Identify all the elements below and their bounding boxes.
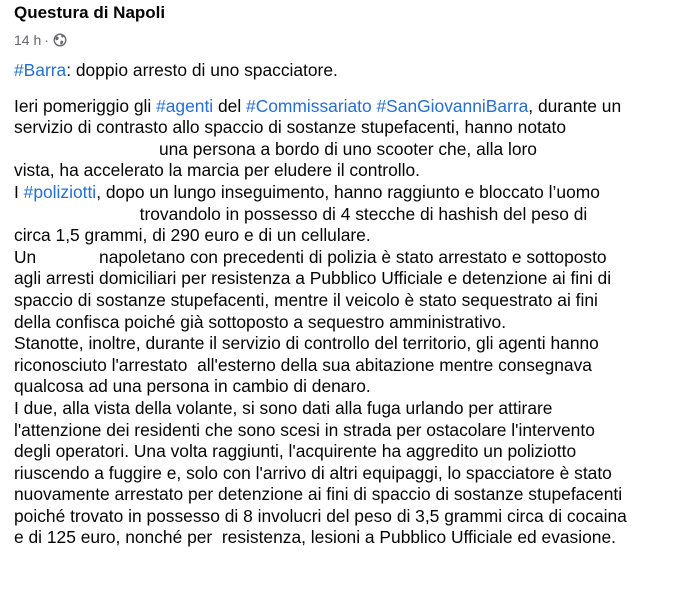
hashtag-link[interactable]: #poliziotti xyxy=(23,181,97,202)
text-line xyxy=(14,506,684,528)
text-line xyxy=(14,312,684,334)
text-line xyxy=(14,139,684,161)
text-line xyxy=(14,204,684,226)
hashtag-link[interactable]: #agenti xyxy=(156,95,214,116)
text-segment: degli operatori. Una volta raggiunti, l'acquirente ha aggredito un poliziotto xyxy=(14,441,577,462)
text-segment: Stanotte, inoltre, durante il servizio di controllo del territorio, gli agenti hanno xyxy=(14,333,599,354)
text-segment: riuscendo a fuggire e, solo con l'arrivo di altri equipaggi, lo spacciatore è stato xyxy=(14,462,612,483)
post-meta xyxy=(14,32,67,48)
text-line xyxy=(14,290,684,312)
text-segment: nuovamente arrestato per detenzione ai fini di spaccio di sostanze stupefacenti xyxy=(14,484,623,505)
text-segment: servizio di contrasto allo spaccio di sostanze stupefacenti, hanno notato xyxy=(14,117,566,138)
text-segment: Ieri pomeriggio gli xyxy=(14,95,157,116)
text-segment: agli arresti domiciliari per resistenza a Pubblico Ufficiale e detenzione ai fini di xyxy=(14,268,612,289)
meta-separator: · xyxy=(44,32,49,48)
hashtag-link[interactable]: #Barra xyxy=(14,60,67,80)
text-line xyxy=(14,247,684,269)
text-line xyxy=(14,182,684,204)
post-headline xyxy=(14,60,684,82)
text-line xyxy=(14,96,684,118)
text-segment: della confisca poiché già sottoposto a sequestro amministrativo. xyxy=(14,311,507,332)
text-segment: : doppio arresto di uno spacciatore. xyxy=(66,60,338,80)
hashtag-link[interactable]: #Commissariato xyxy=(246,95,372,116)
text-segment: , dopo un lungo inseguimento, hanno raggiunto e bloccato l’uomo xyxy=(96,181,600,202)
text-segment: trovandolo in possesso di 4 stecche di hashish del peso di xyxy=(14,203,588,224)
text-line xyxy=(14,441,684,463)
post-author-name[interactable]: Questura di Napoli xyxy=(14,3,166,22)
text-segment: I xyxy=(14,181,24,202)
text-segment: Un napoletano con precedenti di polizia è stato arrestato e sottoposto xyxy=(14,246,607,267)
text-line xyxy=(14,420,684,442)
text-segment: l'attenzione dei residenti che sono scesi in strada per ostacolare l'intervento xyxy=(14,419,595,440)
text-segment: spaccio di sostanze stupefacenti, mentre il veicolo è stato sequestrato ai fini xyxy=(14,289,598,310)
text-line xyxy=(14,268,684,290)
paragraph-gap xyxy=(14,82,684,96)
text-line xyxy=(14,160,684,182)
text-line xyxy=(14,463,684,485)
text-line xyxy=(14,355,684,377)
text-line xyxy=(14,225,684,247)
text-segment: circa 1,5 grammi, di 290 euro e di un cellulare. xyxy=(14,225,371,246)
post-timestamp[interactable]: 14 h xyxy=(14,32,42,48)
text-segment: vista, ha accelerato la marcia per eludere il controllo. xyxy=(14,160,420,181)
text-segment: riconosciuto l'arrestato all'esterno della sua abitazione mentre consegnava xyxy=(14,354,592,375)
text-line xyxy=(14,117,684,139)
text-segment: del xyxy=(213,95,247,116)
text-segment: e di 125 euro, nonché per resistenza, lesioni a Pubblico Ufficiale ed evasione. xyxy=(14,527,616,548)
text-line xyxy=(14,333,684,355)
text-line xyxy=(14,527,684,549)
text-segment: , durante un xyxy=(528,95,622,116)
text-line xyxy=(14,398,684,420)
hashtag-link[interactable]: #SanGiovanniBarra xyxy=(376,95,529,116)
text-line xyxy=(14,484,684,506)
text-line xyxy=(14,376,684,398)
text-segment: poiché trovato in possesso di 8 involucri del peso di 3,5 grammi circa di cocaina xyxy=(14,505,627,526)
text-segment: una persona a bordo di uno scooter che, alla loro xyxy=(14,138,537,159)
globe-icon[interactable] xyxy=(53,33,67,47)
post-text xyxy=(14,60,684,549)
post-paragraphs xyxy=(14,96,684,549)
text-segment: qualcosa ad una persona in cambio di denaro. xyxy=(14,376,371,397)
text-segment: I due, alla vista della volante, si sono dati alla fuga urlando per attirare xyxy=(14,397,553,418)
